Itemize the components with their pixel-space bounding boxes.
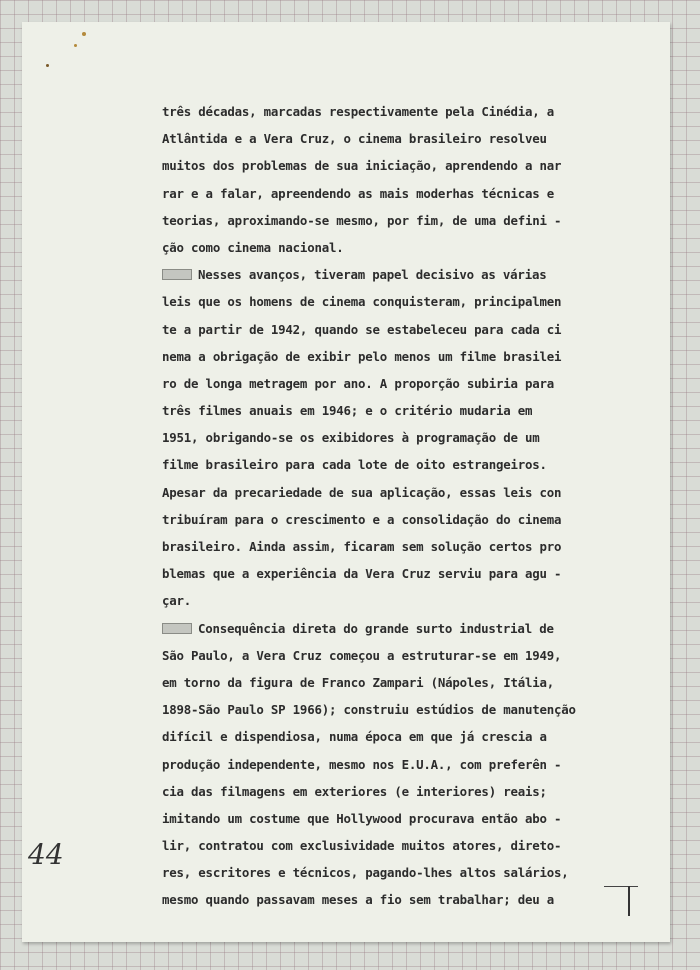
line-text: lir, contratou com exclusividade muitos atores, direto- — [162, 838, 562, 854]
text-line — [162, 832, 592, 859]
line-text: res, escritores e técnicos, pagando-lhes altos salários, — [162, 865, 569, 881]
line-text: ro de longa metragem por ano. A proporção subiria para — [162, 375, 555, 391]
corner-mark — [604, 886, 638, 887]
text-line — [162, 343, 592, 370]
text-line — [162, 778, 592, 805]
paragraph-start-line — [162, 261, 592, 288]
line-text: brasileiro. Ainda assim, ficaram sem solução certos pro — [162, 539, 562, 554]
line-text: difícil e dispendiosa, numa época em que já crescia a — [162, 729, 547, 745]
line-text: três décadas, marcadas respectivamente pela Cinédia, a — [162, 104, 555, 119]
text-line — [162, 370, 592, 397]
line-text: Nesses avanços, tiveram papel decisivo as várias — [198, 267, 547, 283]
text-line — [162, 696, 592, 723]
text-line — [162, 424, 592, 451]
line-text: leis que os homens de cinema conquisteram, principalmen — [162, 294, 562, 310]
text-line — [162, 533, 592, 560]
text-line — [162, 560, 592, 587]
text-line — [162, 587, 592, 614]
line-text: imitando um costume que Hollywood procurava então abo - — [162, 810, 562, 826]
line-text: São Paulo, a Vera Cruz começou a estruturar-se em 1949, — [162, 647, 562, 663]
typed-text-body — [162, 98, 592, 914]
text-line — [162, 180, 592, 207]
text-line — [162, 886, 592, 913]
text-line — [162, 316, 592, 343]
line-text: cia das filmagens em exteriores (e interiores) reais; — [162, 783, 547, 799]
line-text: em torno da figura de Franco Zampari (Nápoles, Itália, — [162, 674, 555, 690]
line-text: teorias, aproximando-se mesmo, por fim, de uma defini - — [162, 212, 562, 228]
text-line — [162, 451, 592, 478]
handwritten-page-number: 44 — [28, 838, 64, 871]
line-text: mesmo quando passavam meses a fio sem trabalhar; deu a — [162, 892, 555, 908]
line-text: 1951, obrigando-se os exibidores à programação de um — [162, 430, 540, 446]
text-line — [162, 859, 592, 886]
line-text: três filmes anuais em 1946; e o critério mudaria em — [162, 403, 533, 419]
line-text: filme brasileiro para cada lote de oito estrangeiros. — [162, 457, 547, 473]
line-text: ção como cinema nacional. — [162, 239, 344, 255]
line-text: Consequência direta do grande surto industrial de — [198, 620, 554, 636]
line-text: te a partir de 1942, quando se estabeleceu para cada ci — [162, 321, 562, 337]
text-line — [162, 506, 592, 533]
line-text: nema a obrigação de exibir pelo menos um filme brasilei — [162, 348, 562, 364]
text-line — [162, 723, 592, 750]
text-line — [162, 125, 592, 152]
text-line — [162, 234, 592, 261]
line-text: blemas que a experiência da Vera Cruz serviu para agu - — [162, 566, 562, 582]
text-line — [162, 288, 592, 315]
paragraph-indent-mark — [162, 623, 192, 634]
corner-mark-vertical — [628, 886, 630, 916]
paper-speck — [46, 64, 49, 67]
text-line — [162, 669, 592, 696]
line-text: 1898-São Paulo SP 1966); construiu estúdios de manutenção — [162, 702, 576, 718]
text-line — [162, 642, 592, 669]
text-line — [162, 98, 592, 125]
line-text: rar e a falar, apreendendo as mais moderhas técnicas e — [162, 185, 555, 201]
text-line — [162, 207, 592, 234]
text-line — [162, 397, 592, 424]
line-text: tribuíram para o crescimento e a consolidação do cinema — [162, 511, 562, 527]
line-text: produção independente, mesmo nos E.U.A., com preferên - — [162, 756, 562, 772]
paper-speck — [74, 44, 77, 47]
line-text: muitos dos problemas de sua iniciação, aprendendo a nar — [162, 158, 562, 174]
line-text: Atlântida e a Vera Cruz, o cinema brasileiro resolveu — [162, 131, 547, 147]
line-text: çar. — [162, 593, 192, 609]
text-line — [162, 152, 592, 179]
text-line — [162, 751, 592, 778]
paragraph-indent-mark — [162, 269, 192, 280]
text-line — [162, 479, 592, 506]
line-text: Apesar da precariedade de sua aplicação, essas leis con — [162, 484, 562, 500]
paragraph-start-line — [162, 615, 592, 642]
paper-speck — [82, 32, 86, 36]
text-line — [162, 805, 592, 832]
